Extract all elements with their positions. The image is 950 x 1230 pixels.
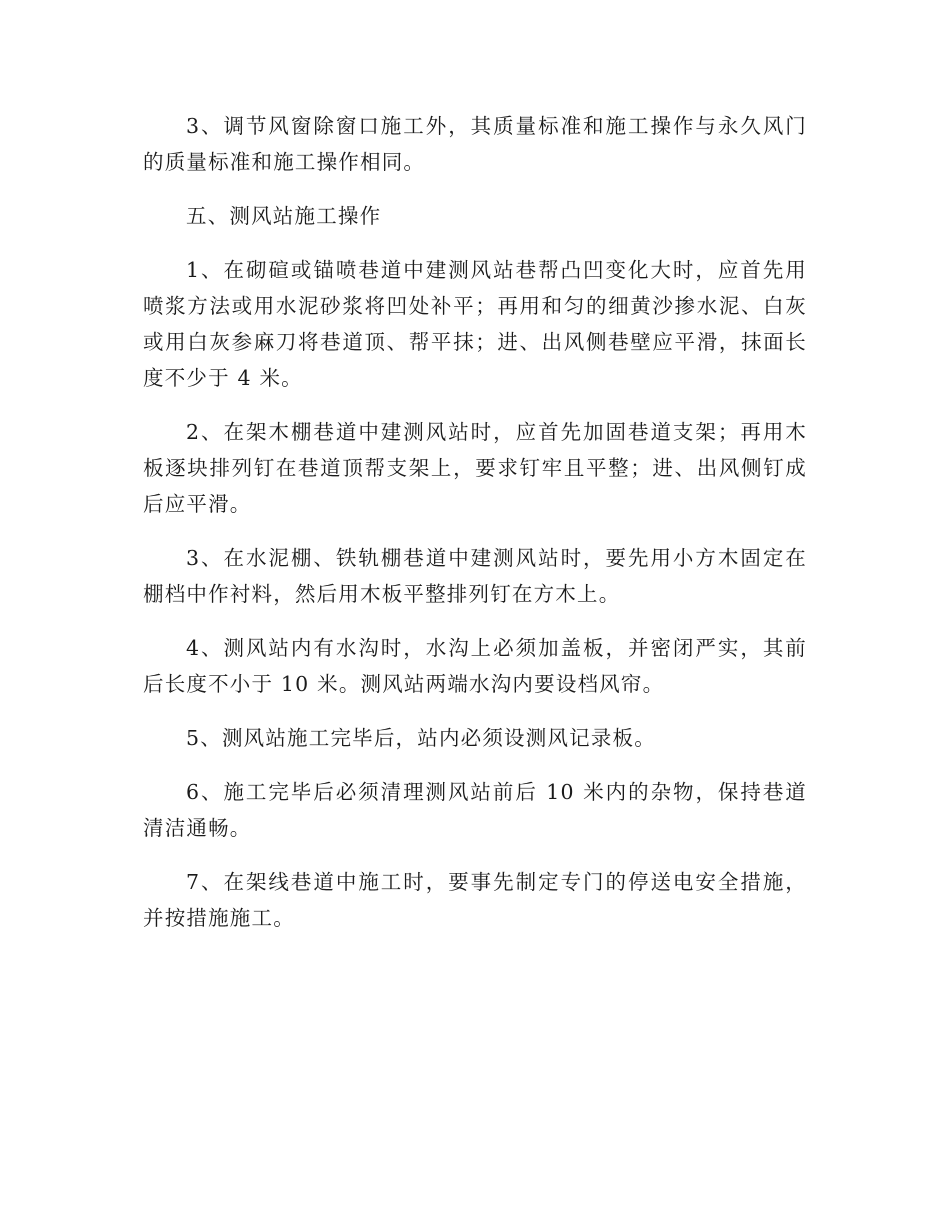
document-body — [143, 108, 807, 954]
paragraph-ventilation-window: 3、调节风窗除窗口施工外，其质量标准和施工操作与永久风门的质量标准和施工操作相同。 — [143, 114, 807, 174]
section-heading-measuring-station: 五、测风站施工操作 — [186, 204, 382, 228]
paragraph-item-2: 2、在架木棚巷道中建测风站时，应首先加固巷道支架；再用木板逐块排列钉在巷道顶帮支架上，要求钉牢且平整；进、出风侧钉成后应平滑。 — [143, 420, 807, 516]
paragraph-item-5: 5、测风站施工完毕后，站内必须设测风记录板。 — [186, 726, 656, 750]
paragraph-item-6: 6、施工完毕后必须清理测风站前后 10 米内的杂物，保持巷道清洁通畅。 — [143, 780, 807, 840]
paragraph-item-7: 7、在架线巷道中施工时，要事先制定专门的停送电安全措施，并按措施施工。 — [143, 870, 807, 930]
paragraph-item-1: 1、在砌碹或锚喷巷道中建测风站巷帮凸凹变化大时，应首先用喷浆方法或用水泥砂浆将凹处补平；再用和匀的细黄沙掺水泥、白灰或用白灰参麻刀将巷道顶、帮平抹；进、出风侧巷壁应平滑，抹面长度不少于 4 米。 — [143, 258, 807, 390]
paragraph-item-3: 3、在水泥棚、铁轨棚巷道中建测风站时，要先用小方木固定在棚档中作衬料，然后用木板平整排列钉在方木上。 — [143, 546, 807, 606]
paragraph-item-4: 4、测风站内有水沟时，水沟上必须加盖板，并密闭严实，其前后长度不小于 10 米。测风站两端水沟内要设档风帘。 — [143, 636, 807, 696]
